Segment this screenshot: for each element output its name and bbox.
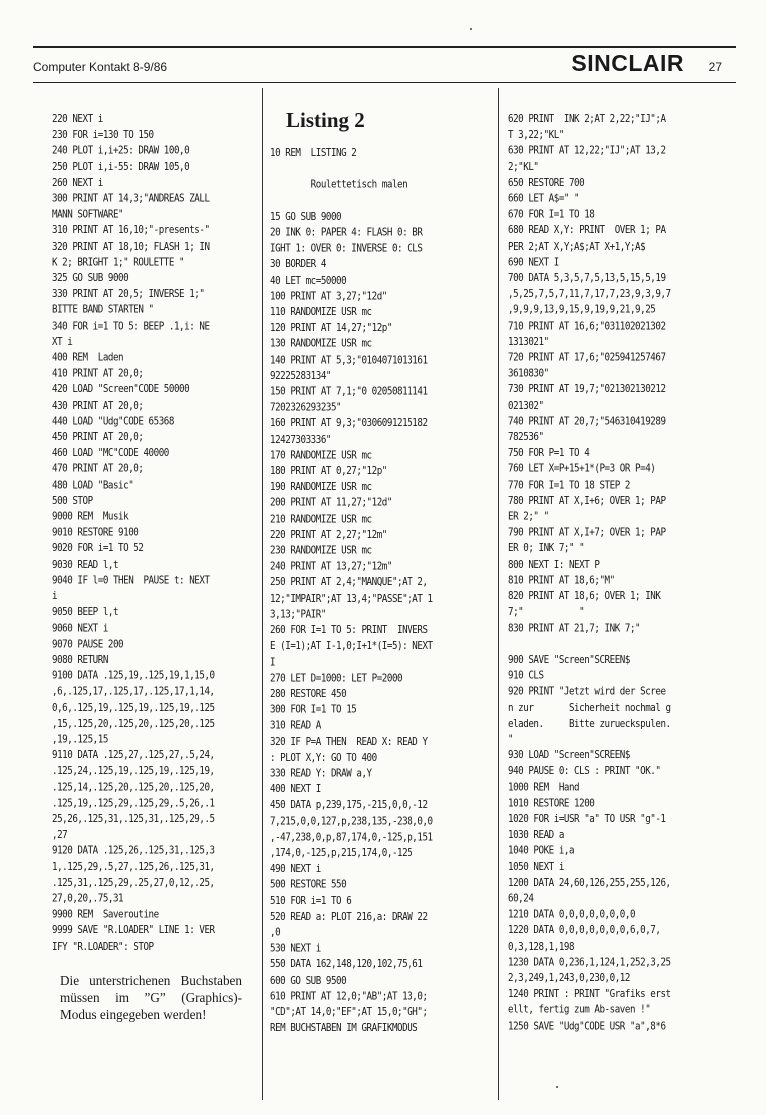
- column-divider-1: [262, 88, 263, 1100]
- scan-speck: [556, 1086, 558, 1088]
- listing-column-3: [508, 112, 733, 1035]
- section-brand: SINCLAIR: [571, 50, 684, 76]
- listing-column-2: [270, 146, 480, 1037]
- listing-column-1: [52, 112, 257, 955]
- listing-title: Listing 2: [286, 108, 365, 132]
- page-number: 27: [708, 60, 722, 74]
- header-top-rule: [33, 46, 736, 48]
- listing-code-1: 220 NEXT i 230 FOR i=130 TO 150 240 PLOT i,i+25: DRAW 100,0 250 PLOT i,i-55: DRAW 105,0 260 NEXT i 300 PRINT AT 14,3;"ANDREAS ZALL MANN SOFTWARE" 310 PRINT AT 16,10;"-presents-" 320 PRINT AT 18,10; FLASH 1; IN K 2; BRIGHT 1;" ROULETTE " 325 GO SUB 9000 330 PRINT AT 20,5; INVERSE 1;" BITTE BAND STARTEN " 340 FOR i=1 TO 5: BEEP .1,i: NE XT i 400 REM Laden 410 PRINT AT 20,0; 420 LOAD "Screen"CODE 50000 430 PRINT AT 20,0; 440 LOAD "Udg"CODE 65368 450 PRINT AT 20,0; 460 LOAD "MC"CODE 40000 470 PRINT AT 20,0; 480 LOAD "Basic" 500 STOP 9000 REM Musik 9010 RESTORE 9100 9020 FOR i=1 TO 52 9030 READ l,t 9040 IF l=0 THEN PAUSE t: NEXT i 9050 BEEP l,t 9060 NEXT i 9070 PAUSE 200 9080 RETURN 9100 DATA .125,19,.125,19,1,15,0 ,6,.125,17,.125,17,.125,17,1,14, 0,6,.125,19,.125,19,.125,19,.125 ,15,.125,20,.125,20,.125,20,.125 ,19,.125,15 9110 DATA .125,27,.125,27,.5,24, .125,24,.125,19,.125,19,.125,19, .125,14,.125,20,.125,20,.125,20, .125,19,.125,29,.125,29,.5,26,.1 25,26,.125,31,.125,31,.125,29,.5 ,27 9120 DATA .125,26,.125,31,.125,3 1,.125,29,.5,27,.125,26,.125,31, .125,31,.125,29,.25,27,0,12,.25, 27,0,20,.75,31 9900 REM Saveroutine 9999 SAVE "R.LOADER" LINE 1: VER IFY "R.LOADER": STOP: [52, 113, 215, 953]
- scan-speck: [470, 28, 472, 30]
- column-divider-2: [498, 88, 499, 1100]
- magazine-issue: Computer Kontakt 8-9/86: [33, 60, 168, 74]
- graphics-mode-note: Die unterstrichenen Buchstaben müssen im ”G” (Graphics)-Modus eingegeben werden!: [60, 973, 242, 1022]
- listing-code-2: 10 REM LISTING 2 Roulettetisch malen 15 GO SUB 9000 20 INK 0: PAPER 4: FLASH 0: BR IGHT 1: OVER 0: INVERSE 0: CLS 30 BORDER 4 40 LET mc=50000 100 PRINT AT 3,27;"12d" 110 RANDOMIZE USR mc 120 PRINT AT 14,27;"12p" 130 RANDOMIZE USR mc 140 PRINT AT 5,3;"0104071013161 92225283134" 150 PRINT AT 7,1;"0 02050811141 7202326293235" 160 PRINT AT 9,3;"0306091215182 12427303336" 170 RANDOMIZE USR mc 180 PRINT AT 0,27;"12p" 190 RANDOMIZE USR mc 200 PRINT AT 11,27;"12d" 210 RANDOMIZE USR mc 220 PRINT AT 2,27;"12m" 230 RANDOMIZE USR mc 240 PRINT AT 13,27;"12m" 250 PRINT AT 2,4;"MANQUE";AT 2, 12;"IMPAIR";AT 13,4;"PASSE";AT 1 3,13;"PAIR" 260 FOR I=1 TO 5: PRINT INVERS E (I=1);AT I-1,0;I+1*(I=5): NEXT I 270 LET D=1000: LET P=2000 280 RESTORE 450 300 FOR I=1 TO 15 310 READ A 320 IF P=A THEN READ X: READ Y : PLOT X,Y: GO TO 400 330 READ Y: DRAW a,Y 400 NEXT I 450 DATA p,239,175,-215,0,0,-12 7,215,0,0,127,p,238,135,-238,0,0 ,-47,238,0,p,87,174,0,-125,p,151 ,174,0,-125,p,215,174,0,-125 490 NEXT i 500 RESTORE 550 510 FOR i=1 TO 6 520 READ a: PLOT 216,a: DRAW 22 ,0 530 NEXT i 550 DATA 162,148,120,102,75,61 600 GO SUB 9500 610 PRINT AT 12,0;"AB";AT 13,0; "CD";AT 14,0;"EF";AT 15,0;"GH"; REM BUCHSTABEN IM GRAFIKMODUS: [270, 147, 433, 1035]
- listing-code-3: 620 PRINT INK 2;AT 2,22;"IJ";A T 3,22;"KL" 630 PRINT AT 12,22;"IJ";AT 13,2 2;"KL" 650 RESTORE 700 660 LET A$=" " 670 FOR I=1 TO 18 680 READ X,Y: PRINT OVER 1; PA PER 2;AT X,Y;A$;AT X+1,Y;A$ 690 NEXT I 700 DATA 5,3,5,7,5,13,5,15,5,19 ,5,25,7,5,7,11,7,17,7,23,9,3,9,7 ,9,9,9,13,9,15,9,19,9,21,9,25 710 PRINT AT 16,6;"031102021302 1313021" 720 PRINT AT 17,6;"025941257467 3610830" 730 PRINT AT 19,7;"021302130212 021302" 740 PRINT AT 20,7;"546310419289 782536" 750 FOR P=1 TO 4 760 LET X=P+15+1*(P=3 OR P=4) 770 FOR I=1 TO 18 STEP 2 780 PRINT AT X,I+6; OVER 1; PAP ER 2;" " 790 PRINT AT X,I+7; OVER 1; PAP ER 0; INK 7;" " 800 NEXT I: NEXT P 810 PRINT AT 18,6;"M" 820 PRINT AT 18,6; OVER 1; INK 7;" " 830 PRINT AT 21,7; INK 7;" 900 SAVE "Screen"SCREEN$ 910 CLS 920 PRINT "Jetzt wird der Scree n zur Sicherheit nochmal g eladen. Bitte zurueckspulen. " 930 LOAD "Screen"SCREEN$ 940 PAUSE 0: CLS : PRINT "OK." 1000 REM Hand 1010 RESTORE 1200 1020 FOR i=USR "a" TO USR "g"-1 1030 READ a 1040 POKE i,a 1050 NEXT i 1200 DATA 24,60,126,255,255,126, 60,24 1210 DATA 0,0,0,0,0,0,0,0 1220 DATA 0,0,0,0,0,0,0,6,0,7, 0,3,128,1,198 1230 DATA 0,236,1,124,1,252,3,25 2,3,249,1,243,0,230,0,12 1240 PRINT : PRINT "Grafiks erst ellt, fertig zum Ab-saven !" 1250 SAVE "Udg"CODE USR "a",8*6: [508, 113, 671, 1033]
- header-bottom-rule: [33, 82, 736, 83]
